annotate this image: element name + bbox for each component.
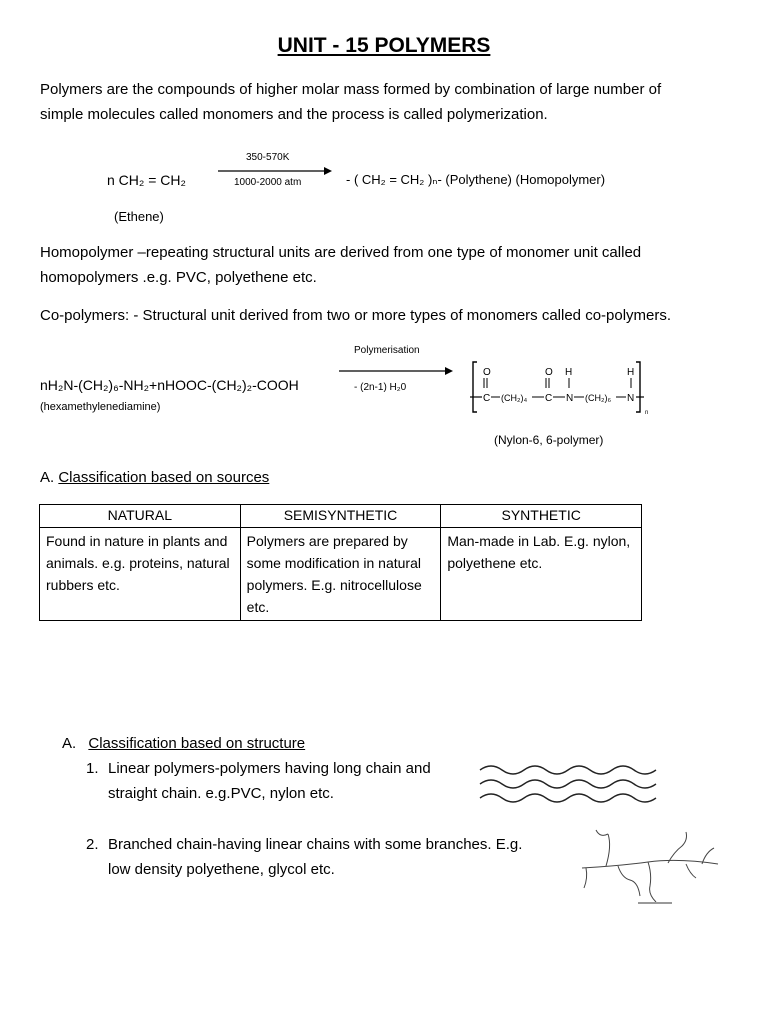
item-line-1: Linear polymers-polymers having long chain and [108, 760, 431, 777]
reaction2-reactants: nH₂N-(CH₂)₆-NH₂+nHOOC-(CH₂)₂-COOH [40, 377, 299, 393]
copolymer-paragraph: Co-polymers: - Structural unit derived from two or more types of monomers called co-polymers. [40, 307, 672, 324]
reaction2-product-name: (Nylon-6, 6-polymer) [494, 433, 604, 447]
reaction2-reactant-name: (hexamethylenediamine) [40, 401, 161, 413]
page-title: UNIT - 15 POLYMERS [277, 34, 491, 57]
intro-line-1: Polymers are the compounds of higher molar mass formed by combination of large number of [40, 81, 662, 98]
reaction1-reactant: n CH₂ = CH₂ [107, 172, 186, 188]
reaction1-reactant-name: (Ethene) [114, 209, 164, 224]
cell-natural: Found in nature in plants and animals. e.g. proteins, natural rubbers etc. [40, 528, 241, 621]
atom-c2: C [545, 393, 553, 404]
homopolymer-line-2: homopolymers .e.g. PVC, polyethene etc. [40, 269, 317, 286]
structure-heading-prefix: A. [62, 735, 77, 752]
item-number: 1. [86, 760, 99, 777]
cell-synthetic: Man-made in Lab. E.g. nylon, polyethene etc. [441, 528, 642, 621]
atom-h1: H [565, 367, 573, 378]
reaction2-condition-top: Polymerisation [354, 345, 420, 356]
group-ch2-6: (CH₂)₆ [585, 393, 612, 403]
cell-semisynthetic: Polymers are prepared by some modification in natural polymers. E.g. nitrocellulose etc. [240, 528, 441, 621]
subscript-n: n [645, 410, 649, 416]
group-ch2-4: (CH₂)₄ [501, 393, 528, 403]
reaction1-condition-bottom: 1000-2000 atm [234, 177, 302, 188]
right-bracket [636, 362, 640, 412]
item-number: 2. [86, 836, 99, 853]
linear-chains-illustration [478, 760, 664, 805]
atom-n2: N [627, 393, 635, 404]
atom-o1: O [483, 367, 491, 378]
atom-c1: C [483, 393, 491, 404]
intro-line-2: simple molecules called monomers and the process is called polymerization. [40, 106, 548, 123]
header-semisynthetic: SEMISYNTHETIC [240, 505, 441, 528]
list-item-linear [86, 756, 431, 806]
structure-heading-line [62, 731, 305, 756]
header-natural: NATURAL [40, 505, 241, 528]
intro-paragraph [40, 77, 740, 127]
structure-heading: Classification based on structure [88, 735, 306, 752]
branched-chains-illustration [578, 826, 730, 908]
sources-heading-prefix: A. [40, 469, 59, 486]
item-line-1: Branched chain-having linear chains with some branches. E.g. [108, 836, 523, 853]
atom-n1: N [566, 393, 574, 404]
sources-heading-line [40, 465, 269, 490]
nylon-structure [470, 360, 655, 416]
homopolymer-paragraph [40, 240, 740, 290]
reaction2-condition-bottom: - (2n-1) H₂0 [354, 382, 407, 393]
reaction1-product: - ( CH₂ = CH₂ )ₙ- (Polythene) (Homopolymer) [346, 172, 606, 187]
sources-heading: Classification based on sources [58, 469, 270, 486]
atom-h2: H [627, 367, 635, 378]
reaction2-arrow [339, 366, 454, 376]
homopolymer-line-1: Homopolymer –repeating structural units are derived from one type of monomer unit called [40, 244, 642, 261]
reaction1-arrow [218, 166, 333, 176]
atom-o2: O [545, 367, 553, 378]
header-synthetic: SYNTHETIC [441, 505, 642, 528]
item-line-2: low density polyethene, glycol etc. [108, 861, 335, 878]
reaction1-condition-top: 350-570K [246, 152, 290, 163]
list-item-branched [86, 832, 522, 882]
table-row [40, 528, 642, 621]
left-bracket [473, 362, 477, 412]
table-header-row [40, 505, 642, 528]
item-line-2: straight chain. e.g.PVC, nylon etc. [108, 785, 334, 802]
sources-table [39, 504, 642, 621]
